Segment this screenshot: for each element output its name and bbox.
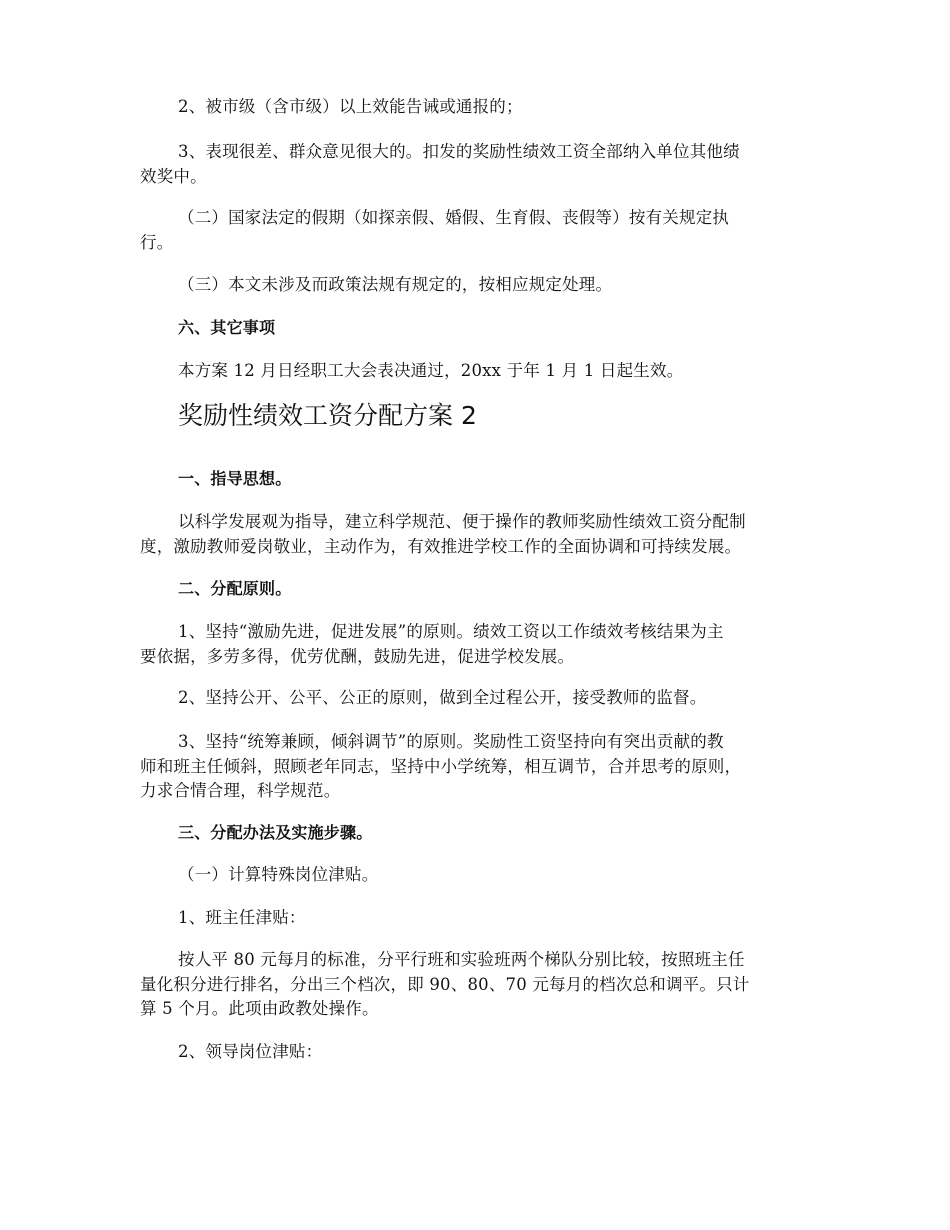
step-1-1-class-teacher: 1、班主任津贴： <box>178 908 306 927</box>
clause-para-3: （三）本文未涉及而政策法规有规定的，按相应规定处理。 <box>178 275 613 294</box>
heading-methods-steps: 三、分配办法及实施步骤。 <box>178 823 373 842</box>
principle-1-line2: 要依据，多劳多得，优劳优酬，鼓励先进，促进学校发展。 <box>140 647 575 666</box>
class-teacher-para-line1: 按人平 80 元每月的标准，分平行班和实验班两个梯队分别比较，按照班主任 <box>178 950 745 969</box>
clause-item-2: 2、被市级（含市级）以上效能告诫或通报的； <box>178 97 523 116</box>
heading-distribution-principles: 二、分配原则。 <box>178 579 292 598</box>
principle-3-line2: 师和班主任倾斜，照顾老年同志，坚持中小学统筹，相互调节，合并思考的原则， <box>140 757 742 776</box>
clause-item-3-line2: 效奖中。 <box>140 167 207 186</box>
effective-date-text: 本方案 12 月日经职工大会表决通过，20xx 于年 1 月 1 日起生效。 <box>178 361 684 380</box>
class-teacher-para-line2: 量化积分进行排名，分出三个档次，即 90、80、70 元每月的档次总和调平。只计 <box>140 975 750 994</box>
plan-2-title: 奖励性绩效工资分配方案 2 <box>178 401 477 430</box>
guiding-para-line1: 以科学发展观为指导，建立科学规范、便于操作的教师奖励性绩效工资分配制 <box>178 512 746 531</box>
principle-1-line1: 1、坚持“激励先进，促进发展”的原则。绩效工资以工作绩效考核结果为主 <box>178 622 724 641</box>
guiding-para-line2: 度，激励教师爱岗敬业，主动作为，有效推进学校工作的全面协调和可持续发展。 <box>140 537 742 556</box>
section-heading-other-matters: 六、其它事项 <box>178 318 276 337</box>
principle-2: 2、坚持公开、公平、公正的原则，做到全过程公开，接受教师的监督。 <box>178 688 707 707</box>
step-1-2-leadership: 2、领导岗位津贴： <box>178 1042 323 1061</box>
principle-3-line1: 3、坚持“统筹兼顾，倾斜调节”的原则。奖励性工资坚持向有突出贡献的教 <box>178 732 724 751</box>
clause-para-2-line2: 行。 <box>140 233 174 252</box>
principle-3-line3: 力求合情合理，科学规范。 <box>140 781 341 800</box>
clause-para-2-line1: （二）国家法定的假期（如探亲假、婚假、生育假、丧假等）按有关规定执 <box>178 208 730 227</box>
clause-item-3-line1: 3、表现很差、群众意见很大的。扣发的奖励性绩效工资全部纳入单位其他绩 <box>178 142 740 161</box>
heading-guiding-ideology: 一、指导思想。 <box>178 469 292 488</box>
class-teacher-para-line3: 算 5 个月。此项由政教处操作。 <box>140 999 379 1018</box>
step-1-special-allowance: （一）计算特殊岗位津贴。 <box>178 865 379 884</box>
